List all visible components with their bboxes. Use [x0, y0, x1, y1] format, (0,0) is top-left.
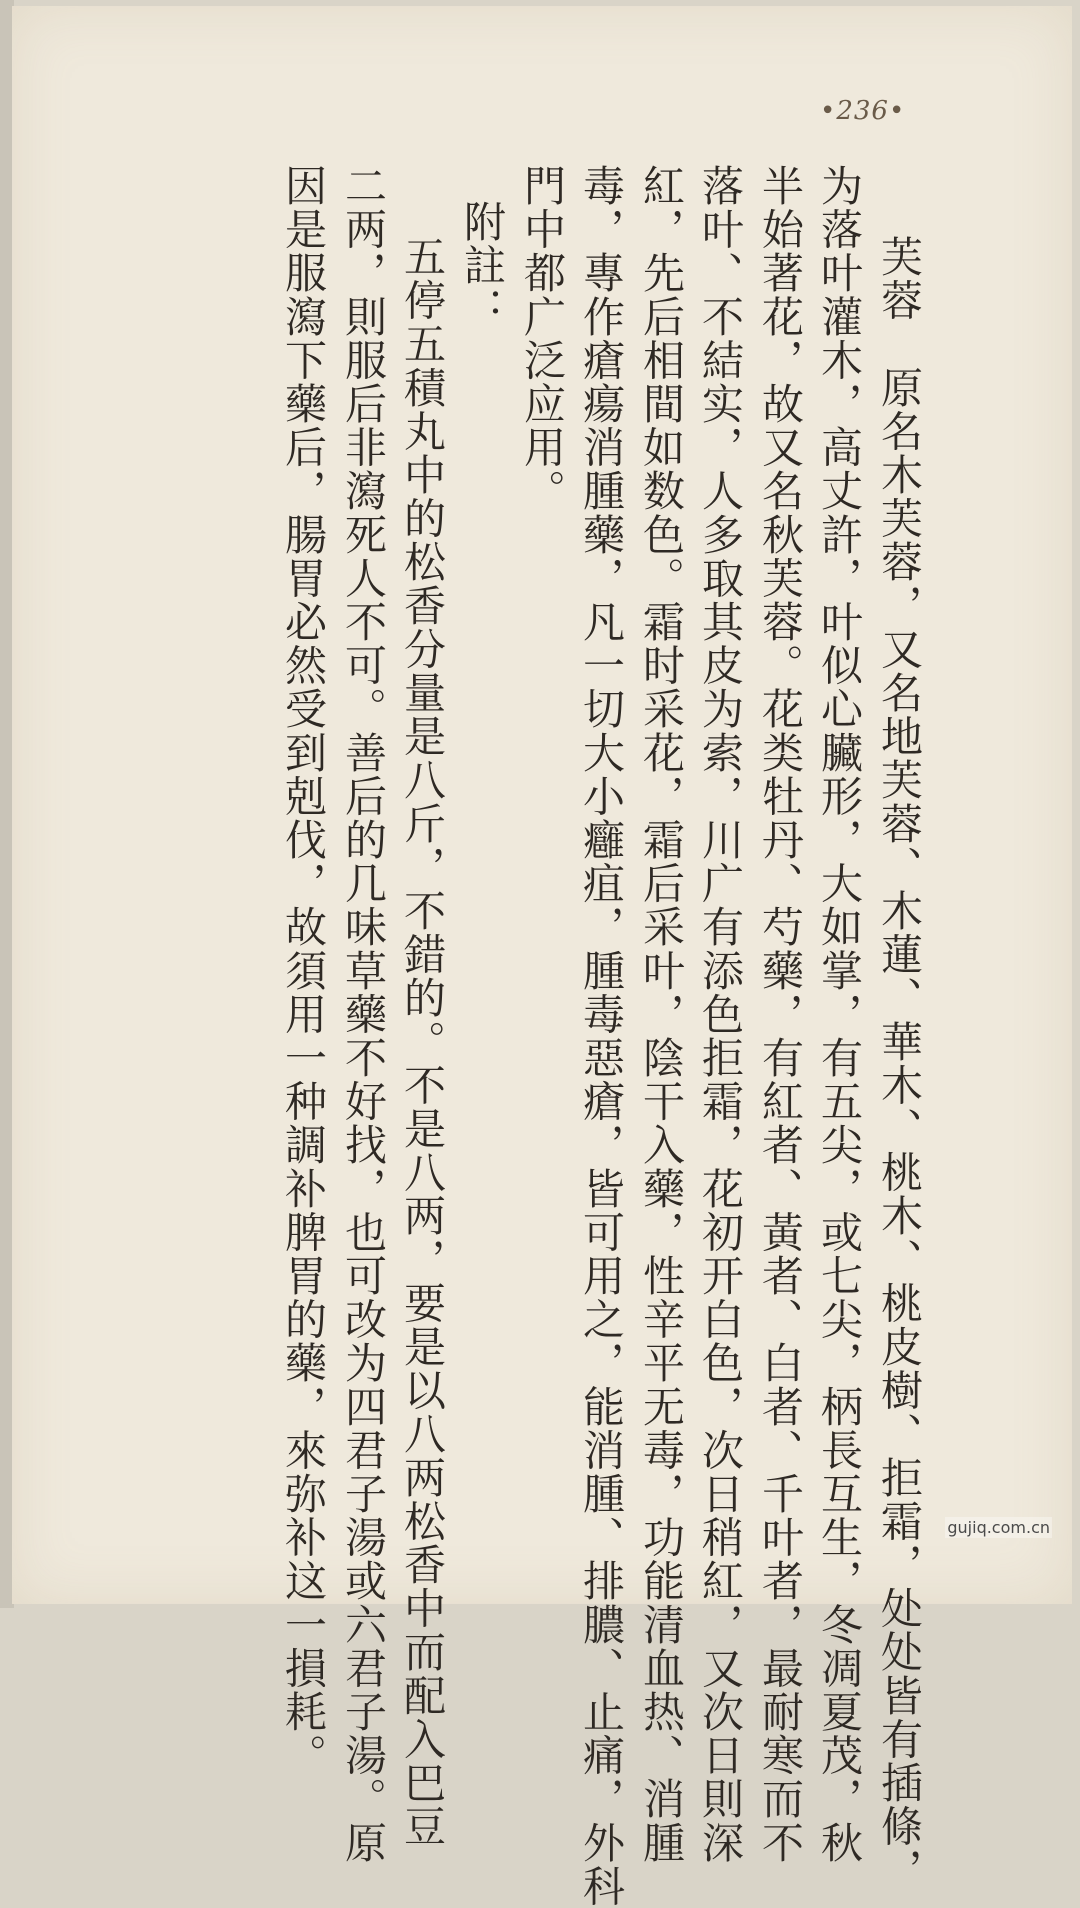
- watermark: gujiq.com.cn: [947, 1518, 1050, 1537]
- text-column-6: 毒，專作瘡瘍消腫藥，凡一切大小癰疽，腫毒惡瘡，皆可用之，能消腫、排膿、止痛，外科: [577, 164, 626, 1908]
- text-column-3: 半始著花，故又名秋芙蓉。花类牡丹、芍藥，有紅者、黃者、白者、千叶者，最耐寒而不: [756, 164, 805, 1865]
- page-number: •236•: [820, 96, 906, 126]
- text-column-5: 紅，先后相間如数色。霜时采花，霜后采叶，陰干入藥，性辛平无毒，功能清血热、消腫: [637, 164, 686, 1865]
- text-column-2: 为落叶灌木，高丈許，叶似心臟形，大如掌，有五尖，或七尖，柄長互生，冬凋夏茂，秋: [815, 164, 864, 1865]
- text-column-11: 因是服瀉下藥后，腸胃必然受到剋伐，故須用一种調补脾胃的藥，來弥补这一損耗。: [279, 164, 328, 1778]
- text-column-10: 二两，則服后非瀉死人不可。善后的几味草藥不好找，也可改为四君子湯或六君子湯。原: [339, 164, 388, 1865]
- text-column-9: 五停五積丸中的松香分量是八斤，不錯的。不是八两，要是以八两松香中而配入巴豆: [398, 235, 447, 1849]
- annotation-heading: 附註：: [458, 200, 507, 331]
- text-column-4: 落叶、不結实，人多取其皮为索，川广有添色拒霜，花初开白色，次日稍紅，又次日則深: [696, 164, 745, 1865]
- text-column-7: 門中都广泛应用。: [518, 164, 567, 513]
- text-column-1: 芙蓉 原名木芙蓉，又名地芙蓉、木蓮、華木、桃木、桃皮樹、拒霜，处处皆有插條，: [875, 235, 924, 1892]
